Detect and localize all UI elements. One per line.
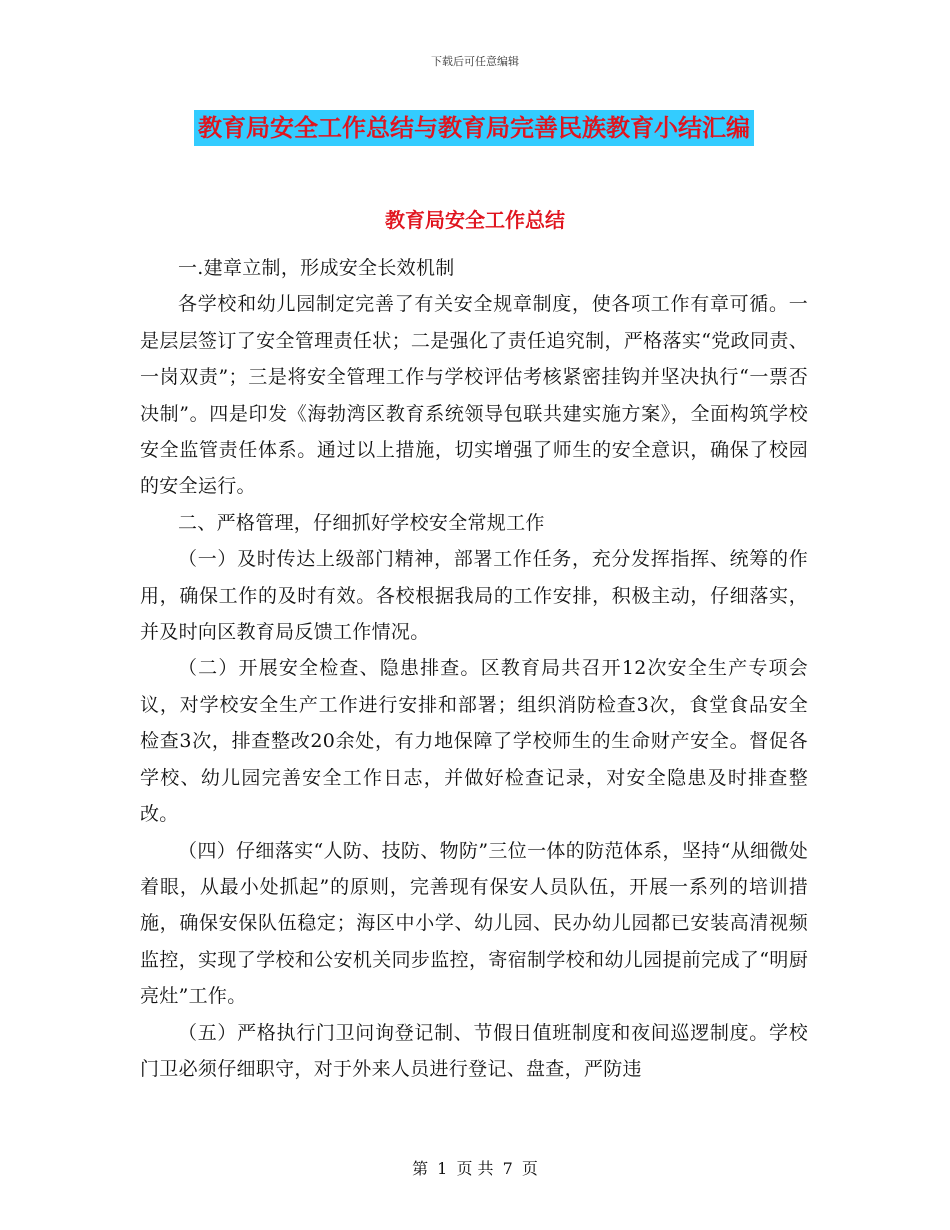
document-body [140, 250, 808, 1087]
section-title: 教育局安全工作总结 [385, 208, 565, 232]
footer-page-number: 1 [437, 1159, 448, 1178]
footer-suffix: 页 [521, 1159, 538, 1178]
footer-prefix: 第 [412, 1159, 429, 1178]
main-title: 教育局安全工作总结与教育局完善民族教育小结汇编 [194, 110, 754, 146]
footer-total-pages: 7 [502, 1159, 513, 1178]
paragraph-heading-2: 二、严格管理，仔细抓好学校安全常规工作 [178, 511, 545, 534]
page-footer [0, 1156, 950, 1179]
header-note: 下载后可任意编辑 [431, 55, 519, 68]
paragraph-heading-1: 一.建章立制，形成安全长效机制 [178, 257, 455, 279]
footer-middle: 页 共 [456, 1159, 494, 1178]
paragraph: 各学校和幼儿园制定完善了有关安全规章制度，使各项工作有章可循。一是层层签订了安全管理责任状；二是强化了责任追究制，严格落实“党政同责、一岗双责”；三是将安全管理工作与学校评估考核紧密挂钩并坚决执行“一票否决制”。四是印发《海勃湾区教育系统领导包联共建实施方案》，全面构筑学校安全监管责任体系。通过以上措施，切实增强了师生的安全意识，确保了校园的安全运行。 [140, 293, 808, 498]
paragraph: （四）仔细落实“人防、技防、物防”三位一体的防范体系，坚持“从细微处着眼，从最小处抓起”的原则，完善现有保安人员队伍，开展一系列的培训措施，确保安保队伍稳定；海区中小学、幼儿园、民办幼儿园都已安装高清视频监控，实现了学校和公安机关同步监控，寄宿制学校和幼儿园提前完成了“明厨亮灶”工作。 [140, 839, 808, 1008]
main-title-wrap [194, 110, 754, 146]
paragraph: （二）开展安全检查、隐患排查。区教育局共召开12次安全生产专项会议，对学校安全生产工作进行安排和部署；组织消防检查3次，食堂食品安全检查3次，排查整改20余处，有力地保障了学校师生的生命财产安全。督促各学校、幼儿园完善安全工作日志，并做好检查记录，对安全隐患及时排查整改。 [140, 657, 808, 826]
paragraph: （一）及时传达上级部门精神，部署工作任务，充分发挥指挥、统筹的作用，确保工作的及时有效。各校根据我局的工作安排，积极主动，仔细落实，并及时向区教育局反馈工作情况。 [140, 548, 808, 644]
paragraph: （五）严格执行门卫问询登记制、节假日值班制度和夜间巡逻制度。学校门卫必须仔细职守，对于外来人员进行登记、盘查，严防违 [140, 1021, 808, 1080]
